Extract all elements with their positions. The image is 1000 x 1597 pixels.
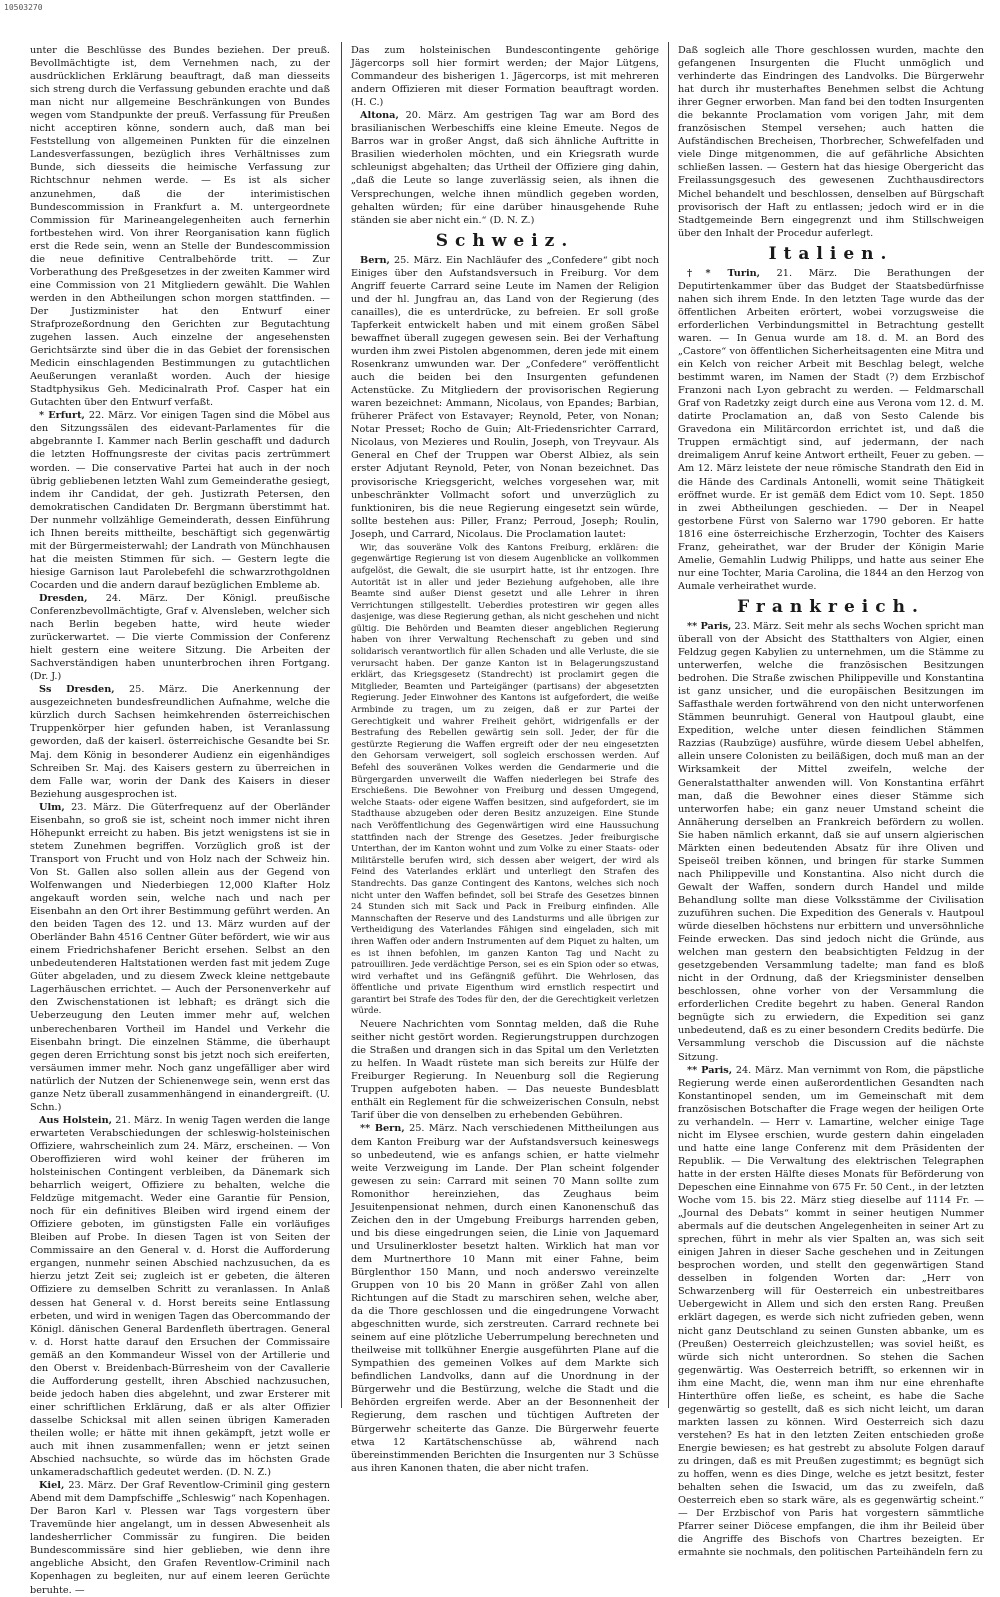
section-heading: Schweiz. bbox=[435, 230, 575, 251]
article-text: 24. März. Der Königl. preußische Conferenzbevollmächtigte, Graf v. Alvensleben, welcher sich nach Berlin begeben hatte, wird heute wieder zurückerwartet. — Die vierte Commission der Conferenz hielt gestern eine weitere Sitzung. Die Arbeiten der Sachverständigen haben ununterbrochen ihren Fortgang. (Dr. J.) bbox=[30, 592, 330, 683]
article-paragraph bbox=[351, 254, 659, 541]
article-text: 21. März. Die Berathungen der Deputirtenkammer über das Budget der Staatsbedürfnisse nahen sich ihrem Ende. In den letzten Tage wurde das der öffentlichen Arbeiten erörtert, wobei vorzugsweise die erforderlichen Verbindungsmittel in Betrachtung gestellt waren. — In Genua wurde am 18. d. M. an Bord des „Castore“ von öffentlichen Sicherheitsagenten eine Mitra und ein Kelch von reicher Arbeit mit Beschlag belegt, welche bestimmt waren, im Namen der Stadt (?) dem Erzbischof Franzoni nach Lyon gebracht zu werden. — Feldmarschall Graf von Radetzky zeigt durch eine aus Verona vom 12. d. M. datirte Proclamation an, daß von Sesto Calende bis Gravedona ein Militärcordon errichtet ist, und daß die Truppen ermächtigt sind, auf jedermann, der nach dreimaligem Anruf keine Antwort ertheilt, Feuer zu geben. — Am 12. März leistete der neue römische Standrath den Eid in die Hände des Cardinals Antonelli, womit seine Thätigkeit eröffnet wurde. Er ist gemäß dem Edict vom 10. Sept. 1850 in zwei Abtheilungen geschieden. — Der in Neapel gestorbene Fürst von Salerno war 1790 geboren. Er hatte 1816 eine österreichische Erzherzogin, Tochter des Kaisers Franz, geheirathet, war der Bruder der Königin Marie Amelie, Gemahlin Ludwig Philipps, und hatte aus seiner Ehe nur eine Tochter, Maria Carolina, die 1844 an den Herzog von Aumale verheirathet wurde. bbox=[678, 267, 984, 592]
dateline: Aus Holstein, bbox=[39, 1114, 113, 1126]
article-text: 20. März. Am gestrigen Tag war am Bord des brasilianischen Werbeschiffs eine kleine Emeute. Negos de Barros war in großer Angst, daß sich ähnliche Auftritte in Brasilien wiederholen möchten, und ein Kriegsrath wurde schleunigst abgehalten; das Urtheil der Offiziere ging dahin, „daß die Leute so lange zuverlässig seien, als ihnen die Versprechungen, welche ihnen mündlich gegeben worden, gehalten würden; für eine darüber hinausgehende Ruhe ständen sie aber nicht ein.“ (D. N. Z.) bbox=[351, 110, 659, 226]
article-paragraph bbox=[678, 44, 984, 240]
section-heading: Frankreich. bbox=[737, 596, 925, 617]
article-paragraph bbox=[678, 1064, 984, 1560]
article-paragraph bbox=[30, 592, 330, 683]
article-text: 25. März. Ein Nachläufer des „Confedere“ gibt noch Einiges über den Aufstandsversuch in Freiburg. Vor dem Angriff feuerte Carrard seine Leute im Namen der Religion und der hl. Jungfrau an, das Land von der Regierung (des canailles), die es unterdrücke, zu befreien. Er soll große Tapferkeit entwickelt haben und mit einem großen Säbel bewaffnet überall zugegen gewesen sein. Bei der Verhaftung wurden ihm zwei Pistolen abgenommen, deren jede mit einem Rosenkranz umwunden war. Der „Confedere“ veröffentlicht auch die beiden bei den Insurgenten gefundenen Actenstücke. Zu Mitgliedern der provisorischen Regierung waren bezeichnet: Ammann, Nicolaus, von Epandes; Barbian, früherer Präfect von Estavayer; Reynold, Peter, von Nonan; Notar Presset; Rocho de Guin; Alt-Friedensrichter Carrard, Nicolaus, von Mezieres und Roulin, Joseph, von Treyvaur. Als General en Chef der Truppen war Oberst Albiez, als sein erster Adjutant Reynold, Peter, von Nonan bezeichnet. Das provisorische Kriegsgericht, welches vorgesehen war, mit unbeschränkter Vollmacht sofort und unverzüglich zu funktioniren, bis die neue Regierung eingesetzt sein würde, sollte bestehen aus: Piller, Franz; Perroud, Joseph; Roulin, Joseph, und Carrard, Nicolaus. Die Proclamation lautet: bbox=[351, 254, 659, 540]
article-text: 23. März. Der Graf Reventlow-Criminil ging gestern Abend mit dem Dampfschiffe „Schleswig“ nach Kopenhagen. Der Baron Karl v. Plessen war Tags vorgestern über Travemünde hier angelangt, um in dessen Abwesenheit als landesherrlicher Commissär zu fungiren. Die beiden Bundescommissäre sind hier geblieben, wie denn ihre angebliche Absicht, den Grafen Reventlow-Criminil nach Kopenhagen zu begleiten, nur auf einem leeren Gerüchte beruhte. — bbox=[30, 1480, 330, 1596]
article-paragraph bbox=[30, 409, 330, 592]
article-text: 23. März. Die Güterfrequenz auf der Oberländer Eisenbahn, so groß sie ist, scheint noch immer nicht ihren Höhepunkt erreicht zu haben. Bis jetzt wenigstens ist sie in stetem Zunehmen begriffen. Vorzüglich groß ist der Transport von Frucht und von Holz nach der Schweiz hin. Von St. Gallen also sollen allein aus der Gegend von Wolfenwangen und Niederbiegen 12,000 Klafter Holz angekauft worden sein, welche nach und nach per Eisenbahn an den Ort ihrer Bestimmung geführt werden. An den beiden Tagen des 12. und 13. März wurden auf der Oberländer Bahn 4516 Centner Güter befördert, wie wir aus einem Friedrichshafener Bericht ersehen. Selbst an den unbedeutenderen Haltstationen werden fast mit jedem Zuge Güter abgeladen, und zu diesem Zweck kleine nettgebaute Lagerhäuschen errichtet. — Auch der Personenverkehr auf den Zwischenstationen ist lebhaft; es drängt sich die Ueberzeugung den Leuten immer mehr auf, welchen unberechenbaren Vortheil im Handel und Verkehr die Eisenbahn bringt. Die einzelnen Stämme, die überhaupt gegen deren Errichtung sonst bis jetzt noch sich ereiferten, versäumen immer mehr. Noch ganz ungefälliger aber wird natürlich der Nutzen der Schienenwege sein, wenn erst das ganze Netz überall zusammenhängend in einandergreift. (U. Schn.) bbox=[30, 801, 330, 1113]
dateline: Kiel, bbox=[39, 1480, 65, 1492]
article-text: 25. März. Die Anerkennung der ausgezeichneten bundesfreundlichen Aufnahme, welche die kürzlich durch Sachsen heimkehrenden österreichischen Truppenkörper hier gefunden haben, ist Veranlassung geworden, daß der kaiserl. österreichische Gesandte bei Sr. Maj. dem König in besonderer Audienz ein eigenhändiges Schreiben Sr. Maj. des Kaisers gestern zu überreichen in dem Falle war, worin der Dank des Kaisers in dieser Beziehung ausgesprochen ist. bbox=[30, 684, 330, 800]
column-left bbox=[30, 44, 331, 1596]
article-text: Neuere Nachrichten vom Sonntag melden, daß die Ruhe seither nicht gestört worden. Regierungstruppen durchzogen die Straßen und drangen sich in das Spital um den Verletzten zu helfen. In Waadt rüstete man sich bereits zur Hülfe der Freiburger Regierung. In Neuenburg soll die Regierung Truppen aufgeboten haben. — Das neueste Bundesblatt enthält ein Reglement für die schweizerischen Consuln, nebst Tarif über die von denselben zu erhebenden Gebühren. bbox=[351, 1019, 659, 1122]
dateline: Bern, bbox=[360, 254, 390, 266]
column-rule bbox=[341, 42, 342, 1408]
dateline: Altona, bbox=[360, 110, 399, 122]
article-paragraph bbox=[30, 1479, 330, 1596]
column-middle bbox=[351, 44, 659, 1474]
article-paragraph bbox=[351, 44, 659, 109]
column-rule bbox=[668, 42, 669, 1408]
article-text: unter die Beschlüsse des Bundes beziehen. Der preuß. Bevollmächtigte ist, dem Vernehmen nach, zu der ausdrücklichen Erklärung beauftragt, daß man diesseits sich streng durch die Verfassung gebunden erachte und daß man nicht nur allgemeine Beschränkungen von Bundes wegen vom Standpunkte der preuß. Verfassung für Preußen nicht acceptiren könne, sondern auch, daß man bei Feststellung von allgemeinen Punkten für die einzelnen Landesverfassungen, bezüglich ihres Verhältnisses zum Bunde, sich diesseits die heimische Verfassung zur Richtschnur nehmen werde. — Es ist als sicher anzunehmen, daß die der interimistischen Bundescommission in Frankfurt a. M. untergeordnete Commission für Marineangelegenheiten auch fernerhin fortbestehen wird. Von ihrer Reorganisation kann füglich erst die Rede sein, wenn an Stelle der Bundescommission die neue definitive Centralbehörde tritt. — Zur Vorberathung des Preßgesetzes in der zweiten Kammer wird eine Commission von 21 Mitgliedern gewählt. Die Wahlen werden in den Abtheilungen schon morgen stattfinden. — Der Justizminister hat den Entwurf einer Strafprozeßordnung den Gerichten zur Begutachtung zugehen lassen. Auch einzelne der angesehensten Gerichtsärzte sind über die in das Gebiet der forensischen Medicin einschlagenden Bestimmungen zu gutachtlichen Aeußerungen veranlaßt worden. Auch der hiesige Stadtphysikus Geh. Medicinalrath Prof. Casper hat ein Gutachten über den Entwurf verfaßt. bbox=[30, 45, 330, 409]
dateline: ** Paris, bbox=[687, 1064, 733, 1076]
proclamation-text: Wir, das souveräne Volk des Kantons Freiburg, erklären: die gegenwärtige Regierung ist von diesem Augenblicke an vollkommen aufgelöst, die Gewalt, die sie usurpirt hatte, ist ihr entzogen. Ihre Autorität ist in aller und jeder Beziehung aufgehoben, alle ihre Beamte sind außer Dienst gesetzt und alle Lehrer in ihren Verrichtungen stillgestellt. Ueberdies protestiren wir gegen alles dasjenige, was diese Regierung gethan, als nicht geschehen und nicht gültig. Die Behörden und Beamten dieser angeblichen Regierung haben von ihrer Verwaltung Rechenschaft zu geben und sind solidarisch verantwortlich für allen Schaden und alle Verluste, die sie verursacht haben. Der ganze Kanton ist in Belagerungszustand erklärt, das Kriegsgesetz (Standrecht) ist proclamirt gegen die Mitglieder, Beamten und Parteigänger (partisans) der abgesetzten Regierung. Jeder Einwohner des Kantons ist aufgefordert, die weiße Armbinde zu tragen, um zu zeigen, daß er zur Partei der Gerechtigkeit und wahrer Freiheit gehört, widrigenfalls er der Bestrafung des Rebellen gewärtig sein soll. Jeder, der für die gestürzte Regierung die Waffen ergreift oder der neu eingesetzten den Gehorsam verweigert, soll sogleich erschossen werden. Auf Befehl des souveränen Volkes werden die Gendarmerie und die Bürgergarden unverweilt die Waffen niederlegen bei Strafe des Erschießens. Die Bewohner von Freiburg und dessen Umgegend, welche Staats- oder eigene Waffen besitzen, sind aufgefordert, sie im Stadthause abzugeben oder deren Besitz anzuzeigen. Eine Stunde nach Veröffentlichung des Gegenwärtigen wird eine Haussuchung stattfinden nach der Strenge des Gesetzes. Jeder freiburgische Unterthan, der im Kanton wohnt und zum Volke zu einer Staats- oder Militärstelle berufen wird, sich dessen aber weigert, der wird als Feind des Vaterlandes erklärt und unterliegt den Strafen des Standrechts. Das ganze Contingent des Kantons, welches sich noch nicht unter den Waffen befindet, soll bei Strafe des Gesetzes binnen 24 Stunden sich mit Sack und Pack in Freiburg einfinden. Alle Mannschaften der Reserve und des Landsturms und alle übrigen zur Vertheidigung des Vaterlandes Fähigen sind eingeladen, sich mit ihren Waffen oder andern Instrumenten auf dem Piquet zu halten, um es ist ihnen befohlen, im ganzen Kanton Tag und Nacht zu patrouilliren. Jede verdächtige Person, sei es ein Spion oder so etwas, wird verhaftet und ins Gefängniß geführt. Die Wehrlosen, das öffentliche und private Eigenthum wird ernstlich respectirt und garantirt bei Strafe des Todes für den, der die Gerechtigkeit verletzen würde. bbox=[351, 542, 659, 1017]
article-text: Das zum holsteinischen Bundescontingente gehörige Jägercorps soll hier formirt werden; der Major Lütgens, Commandeur des bisherigen 1. Jägercorps, ist mit mehreren andern Offizieren mit dieser Formation beauftragt worden. (H. C.) bbox=[351, 45, 659, 109]
article-paragraph bbox=[30, 801, 330, 1114]
article-text: 25. März. Nach verschiedenen Mittheilungen aus dem Kanton Freiburg war der Aufstandsversuch keineswegs so unbedeutend, wie es anfangs schien, er hatte vielmehr weite Verzweigung im Lande. Der Plan scheint folgender gewesen zu sein: Carrard mit seinen 70 Mann sollte zum Romonithor hereinziehen, das Zeughaus beim Jesuitenpensionat nehmen, durch einen Kanonenschuß das Zeichen den in der Umgebung Freiburgs harrenden geben, und bis diese eingedrungen seien, die Linie von Jaquemard und Ursulinerkloster besetzt halten. Wirklich hat man vor dem Murtnerthore 10 Mann mit einer Fahne, beim Bürglenthor 150 Mann, und noch anderswo vereinzelte Gruppen von 10 bis 20 Mann in größer Zahl von allen Richtungen auf die Stadt zu marschiren sehen, welche aber, da die Thore geschlossen und die eingedrungene Vorwacht abgeschnitten wurde, sich zerstreuten. Carrard rechnete bei seinem auf eine plötzliche Ueberrumpelung berechneten und theilweise mit tollkühner Energie ausgeführten Plane auf die Sympathien des gemeinen Volkes auf dem Markte sich befindlichen Landvolks, dann auf die Unordnung in der Bürgerwehr und die Bestürzung, welche die Stadt und die Behörden ergreifen werde. Aber an der Besonnenheit der Regierung, dem raschen und tüchtigen Auftreten der Bürgerwehr scheiterte das Ganze. Die Bürgerwehr feuerte etwa 12 Kartätschenschüsse ab, während nach übereinstimmenden Berichten die Insurgenten nur 3 Schüsse aus ihren Kanonen thaten, die aber nicht trafen. bbox=[351, 1123, 659, 1474]
article-text: 23. März. Seit mehr als sechs Wochen spricht man überall von der Absicht des Statthalters von Algier, einen Feldzug gegen Kabylien zu unternehmen, um die Stämme zu unterwerfen, welche die französischen Besitzungen bedrohen. Die Straße zwischen Philippeville und Konstantina ist ganz unsicher, und die europäischen Besitzungen im Saffasthale werden fortwährend von den nicht unterworfenen Stämmen beunruhigt. General von Hautpoul glaubt, eine Expedition, welche unter diesen feindlichen Stämmen Razzias (Raubzüge) ausführe, würde diesem Uebel abhelfen, allein unsere Colonisten zu beiläßigen, doch muß man an der Wirksamkeit der Mittel zweifeln, welche der Generalstatthalter anwenden will. Von Konstantina erfährt man, daß die Bewohner eines dieser Stämme sich unterworfen habe; ein ganz neuer Umstand scheint die Annäherung derselben an Frankreich befördern zu wollen. Sie haben nämlich erkannt, daß sie auf unsern algierischen Märkten einen bedeutenden Absatz für ihre Oliven und Speiseöl treiben können, und bringen für starke Summen nach Philippeville und Konstantina. Also nicht durch die Gewalt der Waffen, sondern durch Handel und milde Behandlung sollte man diese Volksstämme der Civilisation zuzuführen suchen. Die Expedition des Generals v. Hautpoul würde dieselben höchstens nur erbittern und unversöhnliche Feinde erwecken. Das sind jedoch nicht die Gründe, aus welchen man gestern den beabsichtigten Feldzug in der gesetzgebenden Versammlung tadelte; man fand es bloß nicht in der Ordnung, daß der Kriegsminister denselben beschlossen, ohne vorher von der Versammlung die erforderlichen Credite begehrt zu haben. General Randon begnügte sich zu erwiedern, die Expedition sei ganz unbedeutend, daß es zu einer besondern Credits bedürfe. Die Versammlung verschob die Discussion auf die nächste Sitzung. bbox=[678, 620, 984, 1063]
dateline: * Erfurt, bbox=[39, 410, 85, 422]
dateline: ** Paris, bbox=[687, 620, 732, 632]
article-paragraph bbox=[351, 1122, 659, 1474]
article-paragraph bbox=[678, 267, 984, 593]
dateline: Ulm, bbox=[39, 801, 65, 813]
article-paragraph bbox=[678, 620, 984, 1064]
article-text: 21. März. In wenig Tagen werden die lange erwarteten Verabschiedungen der schleswig-holsteinischen Offiziere, wahrscheinlich zum 24. März, erscheinen. — Von Oberoffizieren wird wohl keiner der früheren im holsteinischen Contingent verbleiben, da Dänemark sich beharrlich weigert, Offiziere zu behalten, welche die Feldzüge mitgemacht. Weder eine Garantie für Pension, noch für ein definitives Bleiben wird irgend einem der Offiziere geboten, im günstigsten Falle ein vorläufiges Bleiben auf Probe. In diesen Tagen ist von Seiten der Commissaire an den General v. d. Horst die Aufforderung ergangen, nunmehr seinen Abschied nachzusuchen, da es hierzu jetzt Zeit sei; zugleich ist er gebeten, die älteren Offiziere zu demselben Schritt zu veranlassen. In Anlaß dessen hat General v. d. Horst bereits seine Entlassung erbeten, und wird in wenigen Tagen das Obercommando der Königl. dänischen General Bardenfleth übertragen. General v. d. Horst hatte darauf den Ersuchen der Commissaire gemäß an den Kommandeur Wissel von der Artillerie und den Oberst v. Breidenbach-Bürresheim von der Cavallerie die Aufforderung gestellt, ihren Abschied nachzusuchen, beide jedoch haben dies abgelehnt, und zwar Ersterer mit einer schriftlichen Erklärung, daß er als alter Offizier dasselbe Schicksal mit allen seinen übrigen Kameraden theilen wolle; er hätte mit ihnen gekämpft, jetzt wolle er auch mit ihnen zusammenfallen; wenn er jetzt seinen Abschied nachsuchte, so würde das im höchsten Grade unkameradschaftlich gedeutet werden. (D. N. Z.) bbox=[30, 1114, 331, 1479]
article-text: Daß sogleich alle Thore geschlossen wurden, machte den gefangenen Insurgenten die Flucht unmöglich und verhinderte das Eindringen des Landvolks. Die Bürgerwehr hat durch ihr musterhaftes Benehmen selbst die Achtung ihrer Gegner erworben. Man fand bei den todten Insurgenten die bekannte Proclamation vom vorigen Jahr, mit dem französischen Stempel versehen; auch hatten die Aufständischen Brecheisen, Thorbrecher, Schwefelfaden und viele Dinge mitgenommen, die auf gefährliche Absichten schließen lassen. — Gestern hat das hiesige Obergericht das Freilassungsgesuch des gewesenen Zuchthausdirectors Michel behandelt und beschlossen, denselben auf Bürgschaft provisorisch der Haft zu entlassen; jedoch wird er in die Stadtgemeinde Bern eingegrenzt und ihm Stillschweigen über den Inhalt der Procedur auferlegt. bbox=[678, 45, 984, 239]
column-right bbox=[678, 44, 984, 1559]
page-number: 10503270 bbox=[4, 3, 43, 12]
article-paragraph bbox=[30, 683, 330, 800]
article-paragraph bbox=[30, 44, 330, 409]
dateline: ** Bern, bbox=[360, 1123, 405, 1135]
article-paragraph bbox=[30, 1114, 330, 1479]
dateline: Ss Dresden, bbox=[39, 684, 115, 696]
article-paragraph bbox=[351, 1018, 659, 1122]
article-paragraph bbox=[351, 109, 659, 226]
dateline: †* Turin, bbox=[687, 267, 761, 279]
article-text: 22. März. Vor einigen Tagen sind die Möbel aus den Sitzungssälen des eidevant-Parlamentes für die abgebrannte I. Kammer nach Berlin geschafft und dadurch die letzten Hoffnungsreste der civitas pacis zertrümmert worden. — Die conservative Partei hat auch in der noch übrig gebliebenen letzten Wahl zum Gemeinderathe gesiegt, indem ihr Candidat, der geh. Justizrath Petersen, den demokratischen Candidaten Dr. Bergmann überstimmt hat. Der nunmehr vollzählige Gemeinderath, dessen Einführung ich Ihnen bereits mittheilte, beschäftigt sich gegenwärtig mit der Bürgermeisterwahl; der Landrath von Münchhausen hat die meisten Stimmen für sich. — Gestern legte die hiesige Garnison laut Parolebefehl die schwarzrothgoldnen Cocarden und die andern darauf bezüglichen Embleme ab. bbox=[30, 410, 331, 591]
article-text: 24. März. Man vernimmt von Rom, die päpstliche Regierung werde einen außerordentlichen Gesandten nach Konstantinopel senden, um im Gemeinschaft mit dem französischen Botschafter die Frage wegen der heiligen Orte zu verhandeln. — Herr v. Lamartine, welcher einige Tage nicht im Elysee erschien, wurde gestern dahin eingeladen und hatte eine lange Conferenz mit dem Präsidenten der Republik. — Die Verwaltung des elektrischen Telegraphen hatte in der ersten Hälfte dieses Monats für Beförderung von Depeschen eine Einnahme von 675 Fr. 50 Cent., in der letzten Woche vom 15. bis 22. März stieg dieselbe auf 1114 Fr. — „Journal des Debats“ kommt in seiner heutigen Nummer abermals auf die deutschen Angelegenheiten in seiner Art zu sprechen, führt in mehr als vier Spalten an, was sich seit einigen Jahren in dieser Sache geschehen und in Zeitungen besprochen worden, und stellt den gegenwärtigen Stand desselben in folgenden Worten dar: „Herr von Schwarzenberg will für Oesterreich ein unbestreitbares Uebergewicht in Allem und sich den ersten Rang. Preußen erklärt dagegen, es werde sich nicht zufrieden geben, wenn nicht ganz Deutschland zu seinen Gunsten abbanke, um es (Preußen) Oesterreich gleichzustellen; was soviel heißt, es würde sich nicht unterordnen. So stehen die Sachen gegenwärtig. Was Oesterreich betrifft, so erkennen wir in ihm eine Macht, die, wenn man ihm nur eine ehrenhafte Hinterthüre offen ließe, es scheint, es habe die Sache gegenwärtig so gestellt, daß es sich nicht leicht, um daran markten lassen zu können. Wird Oesterreich sich dazu verstehen? Es hat in den letzten Zeiten entschieden große Energie bewiesen; es hat gestrebt zu absolute Folgen darauf zu dringen, daß es mit Preußen zugestimmt; es begnügt sich zu hoffen, wenn es dies Dinge, welche es jetzt besitzt, fester behalten sehen die Iswacid, um das zu zweifeln, daß Oesterreich eben so stark wäre, als es gegenwärtig scheint.“ — Der Erzbischof von Paris hat vorgestern sämmtliche Pfarrer seiner Diöcese empfangen, die ihm ihr Beileid über die Angriffe des Bischofs von Chartres bezeigten. Er ermahnte sie nochmals, den politischen Parteihändeln fern zu bbox=[678, 1064, 984, 1559]
section-heading: Italien. bbox=[768, 243, 894, 264]
dateline: Dresden, bbox=[39, 592, 88, 604]
